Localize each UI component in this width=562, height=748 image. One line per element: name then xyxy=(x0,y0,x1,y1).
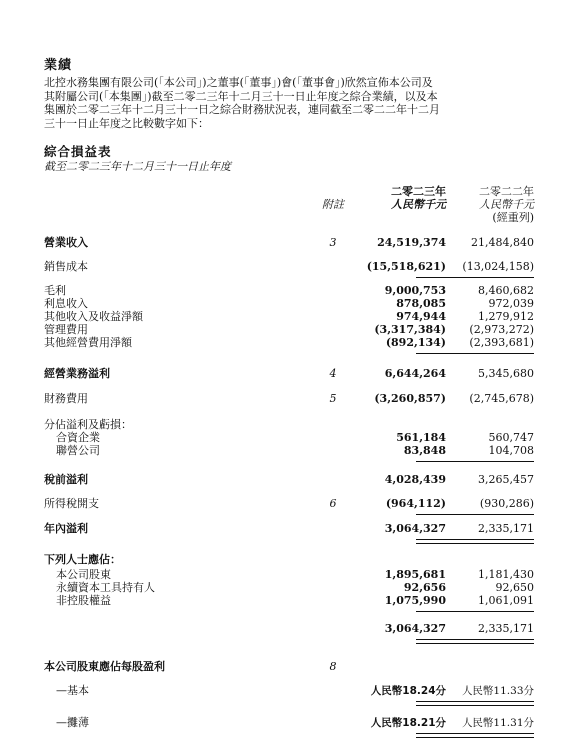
value-2022: 8,460,682 xyxy=(478,284,534,297)
value-2022: 560,747 xyxy=(488,431,534,444)
row-non-controlling-interests xyxy=(44,594,534,608)
row-label: 管理費用 xyxy=(44,323,88,336)
value-2023: 人民幣18.21分 xyxy=(370,717,446,729)
note-column-header xyxy=(316,198,350,211)
row-label: 所得稅開支 xyxy=(44,497,99,510)
column-2022-unit: 人民幣千元 xyxy=(479,198,534,211)
double-rule-2022 xyxy=(455,539,534,544)
value-2022: 3,265,457 xyxy=(478,473,534,486)
value-2022: 2,335,171 xyxy=(478,522,534,535)
value-2022: 1,279,912 xyxy=(478,310,534,323)
value-2022: 104,708 xyxy=(488,444,534,457)
row-share-of-profits xyxy=(44,418,534,432)
intro-line: 三十一日止年度之比較數字如下： xyxy=(44,116,209,130)
value-2023: 3,064,327 xyxy=(384,622,446,635)
value-2022: 92,650 xyxy=(495,581,534,594)
value-2022: 21,484,840 xyxy=(471,236,534,249)
row-interest-income xyxy=(44,297,534,311)
row-label: 毛利 xyxy=(44,284,66,297)
row-profit-for-year xyxy=(44,522,534,536)
value-2023: 92,656 xyxy=(403,581,446,594)
value-2023: 561,184 xyxy=(396,431,446,444)
row-profit-before-tax xyxy=(44,473,534,487)
row-label: 稅前溢利 xyxy=(44,473,88,486)
column-2022-restated: (經重列) xyxy=(492,211,534,224)
value-2023: 3,064,327 xyxy=(384,522,446,535)
rule-2022 xyxy=(455,514,534,515)
row-label: 分佔溢利及虧損： xyxy=(44,418,132,431)
row-finance-costs xyxy=(44,392,534,406)
value-2022: 2,335,171 xyxy=(478,622,534,635)
statement-title: 綜合損益表 xyxy=(44,144,112,159)
value-2022: 5,345,680 xyxy=(478,367,534,380)
row-attributable-to xyxy=(44,553,534,567)
row-other-income xyxy=(44,310,534,324)
row-note: 5 xyxy=(329,392,337,405)
note-header-label: 附註 xyxy=(322,198,344,211)
row-label: 非控股權益 xyxy=(56,594,111,607)
row-revenue xyxy=(44,236,534,250)
value-2023: 1,075,990 xyxy=(384,594,446,607)
row-other-operating-expenses xyxy=(44,336,534,350)
row-label: 銷售成本 xyxy=(44,260,88,273)
row-note: 3 xyxy=(329,236,337,249)
value-2023: 1,895,681 xyxy=(384,568,446,581)
double-rule-2022 xyxy=(455,639,534,644)
row-associates xyxy=(44,444,534,458)
value-2023: 6,644,264 xyxy=(384,367,446,380)
row-label: 永續資本工具持有人 xyxy=(56,581,155,594)
row-eps-basic xyxy=(44,684,534,698)
value-2022: 1,181,430 xyxy=(478,568,534,581)
row-eps-heading xyxy=(44,660,534,674)
value-2023: (892,134) xyxy=(385,336,446,349)
rule-2022 xyxy=(455,611,534,612)
row-note: 6 xyxy=(329,497,337,510)
row-label: 本公司股東 xyxy=(56,568,111,581)
value-2023: 974,944 xyxy=(396,310,446,323)
row-admin-expenses xyxy=(44,323,534,337)
column-2023-year: 二零二三年 xyxy=(391,185,446,198)
row-cost-of-sales xyxy=(44,260,534,274)
row-label: 聯營公司 xyxy=(56,444,100,457)
row-company-shareholders xyxy=(44,568,534,582)
statement-period: 截至二零二三年十二月三十一日止年度 xyxy=(44,160,231,173)
value-2023: 9,000,753 xyxy=(384,284,446,297)
row-income-tax xyxy=(44,497,534,511)
value-2022: 人民幣11.33分 xyxy=(461,685,534,697)
rule-2022 xyxy=(455,277,534,278)
row-label: 其他經營費用淨額 xyxy=(44,336,132,349)
row-label: —攤薄 xyxy=(56,716,89,729)
intro-line: 北控水務集團有限公司(「本公司」)之董事(「董事」)會(「董事會」)欣然宣佈本公司及 xyxy=(44,76,433,89)
value-2023: 人民幣18.24分 xyxy=(370,685,446,697)
value-2022: 1,061,091 xyxy=(478,594,534,607)
double-rule-2022 xyxy=(455,701,534,706)
row-label: 合資企業 xyxy=(56,431,100,444)
row-attributable-total xyxy=(44,622,534,636)
row-label: 其他收入及收益淨額 xyxy=(44,310,143,323)
value-2023: (15,518,621) xyxy=(366,260,446,273)
row-eps-diluted xyxy=(44,716,534,730)
double-rule-2022 xyxy=(455,733,534,738)
column-2022-header xyxy=(450,185,534,224)
rule-2022 xyxy=(455,353,534,354)
value-2022: (2,973,272) xyxy=(469,323,534,336)
value-2023: (964,112) xyxy=(385,497,446,510)
row-label: —基本 xyxy=(56,684,89,697)
row-note: 4 xyxy=(329,367,337,380)
row-label: 本公司股東應佔每股盈利 xyxy=(44,660,165,673)
row-label: 下列人士應佔： xyxy=(44,553,121,566)
intro-paragraph xyxy=(44,76,522,130)
value-2022: (13,024,158) xyxy=(462,260,534,273)
value-2023: 878,085 xyxy=(396,297,446,310)
value-2022: 人民幣11.31分 xyxy=(461,717,534,729)
intro-line: 其附屬公司(「本集團」)截至二零二三年十二月三十一日止年度之綜合業績，以及本 xyxy=(44,89,438,103)
value-2023: 24,519,374 xyxy=(377,236,446,249)
row-gross-profit xyxy=(44,284,534,298)
results-page xyxy=(44,0,534,748)
row-note: 8 xyxy=(329,660,337,673)
row-label: 利息收入 xyxy=(44,297,88,310)
value-2023: 83,848 xyxy=(403,444,446,457)
value-2023: 4,028,439 xyxy=(384,473,446,486)
value-2022: (930,286) xyxy=(479,497,534,510)
column-2023-header xyxy=(346,185,446,211)
value-2022: (2,745,678) xyxy=(469,392,534,405)
row-label: 財務費用 xyxy=(44,392,88,405)
row-label: 年內溢利 xyxy=(44,522,88,535)
value-2023: (3,260,857) xyxy=(374,392,446,405)
row-label: 經營業務溢利 xyxy=(44,367,110,380)
value-2023: (3,317,384) xyxy=(374,323,446,336)
row-joint-ventures xyxy=(44,431,534,445)
column-2022-year: 二零二二年 xyxy=(479,185,534,198)
section-title: 業績 xyxy=(44,58,73,73)
row-label: 營業收入 xyxy=(44,236,88,249)
row-operating-profit xyxy=(44,367,534,381)
intro-line: 集團於二零二三年十二月三十一日之綜合財務狀況表，連同截至二零二二年十二月 xyxy=(44,103,440,116)
value-2022: 972,039 xyxy=(488,297,534,310)
value-2022: (2,393,681) xyxy=(469,336,534,349)
rule-2022 xyxy=(455,461,534,462)
column-2023-unit: 人民幣千元 xyxy=(391,198,446,211)
row-perpetual-capital-holders xyxy=(44,581,534,595)
